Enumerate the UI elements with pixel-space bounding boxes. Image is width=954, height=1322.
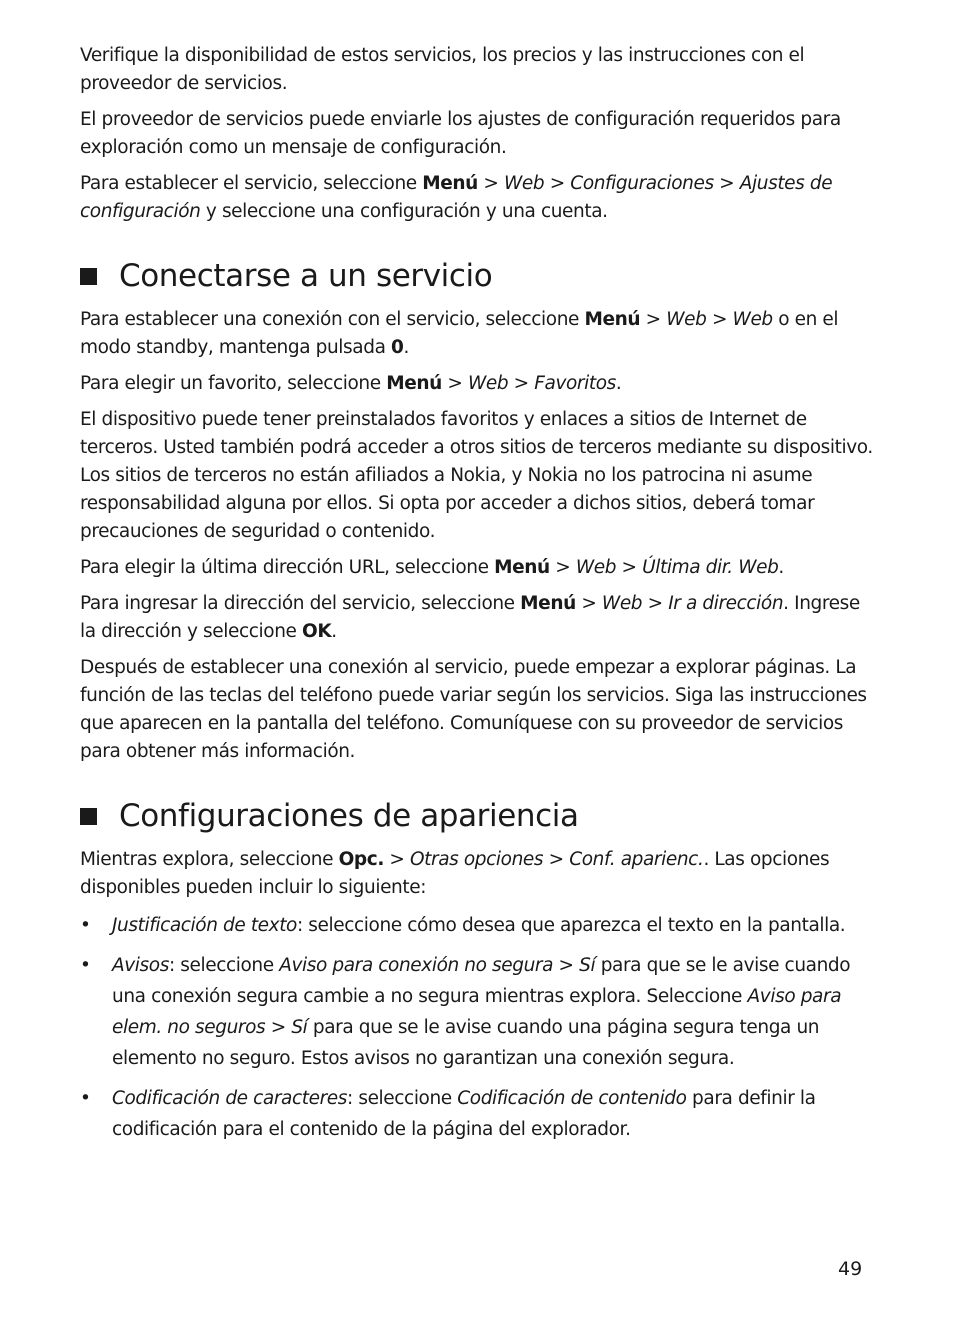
option-term: Sí	[579, 955, 596, 976]
section1-paragraph-2	[80, 370, 880, 398]
text: .	[331, 621, 337, 642]
intro-paragraph-1: Verifique la disponibilidad de estos servicios, los precios y las instrucciones con el proveedor de servicios.	[80, 45, 805, 94]
option-term: Aviso para conexión no segura	[279, 955, 554, 976]
separator: >	[508, 373, 535, 394]
menu-term: Menú	[422, 173, 478, 194]
page-number: 49	[838, 1258, 863, 1280]
square-bullet-icon	[80, 268, 97, 285]
item-term: Avisos	[112, 955, 169, 976]
list-item	[80, 910, 880, 941]
separator: >	[642, 593, 669, 614]
separator: >	[477, 173, 505, 194]
square-bullet-icon	[80, 808, 97, 825]
text: .	[403, 337, 409, 358]
ok-term: OK	[302, 621, 332, 642]
ir-term: Ir a dirección	[668, 593, 784, 614]
separator: >	[575, 593, 602, 614]
text: : seleccione	[168, 955, 280, 976]
opc-term: Opc.	[338, 849, 384, 870]
heading-text: Conectarse a un servicio	[119, 258, 493, 294]
web-term: Web	[601, 593, 643, 614]
text: y seleccione una configuración y una cuenta.	[200, 201, 608, 222]
ultima-term: Última dir. Web	[642, 557, 779, 578]
text: : seleccione	[347, 1088, 458, 1109]
web-term: Web	[666, 309, 707, 330]
section1-paragraph-4	[80, 554, 880, 582]
otras-term: Otras opciones	[410, 849, 544, 870]
web-term: Web	[504, 173, 545, 194]
separator: >	[713, 173, 740, 194]
intro-paragraph-3	[80, 170, 880, 226]
separator: >	[265, 1017, 292, 1038]
text: . Ingrese la dirección y seleccione	[80, 593, 860, 642]
text: Para elegir la última dirección URL, seleccione	[80, 557, 495, 578]
text: .	[778, 557, 784, 578]
list-item	[80, 1083, 880, 1145]
ajustes-term: Ajustes de configuración	[80, 173, 833, 222]
section-heading-apariencia	[80, 796, 880, 836]
section2-paragraph-1	[80, 846, 880, 902]
option-term: Codificación de contenido	[457, 1088, 687, 1109]
menu-term: Menú	[494, 557, 550, 578]
section-heading-conectarse	[80, 256, 880, 296]
menu-term: Menú	[584, 309, 641, 330]
section1-paragraph-5	[80, 590, 880, 646]
text: Mientras explora, seleccione	[80, 849, 339, 870]
separator: >	[553, 955, 580, 976]
item-term: Justificación de texto	[112, 915, 297, 936]
separator: >	[616, 557, 643, 578]
list-item	[80, 950, 880, 1074]
text: Para establecer una conexión con el servicio, seleccione	[80, 309, 585, 330]
item-term: Codificación de caracteres	[112, 1088, 348, 1109]
heading-text: Configuraciones de apariencia	[119, 798, 579, 834]
web-term: Web	[575, 557, 617, 578]
text: . Las opciones disponibles pueden incluir lo siguiente:	[80, 849, 830, 898]
key-term: 0	[390, 337, 404, 358]
conf-term: Conf. aparienc.	[569, 849, 704, 870]
text: para que se le avise cuando una página segura tenga un elemento no seguro. Estos avisos no garantizan una conexión segura.	[112, 1017, 820, 1069]
text: para definir la codificación para el contenido de la página del explorador.	[112, 1088, 816, 1140]
separator: >	[549, 557, 576, 578]
option-term: Aviso para elem. no seguros	[112, 986, 842, 1038]
intro-paragraph-2: El proveedor de servicios puede enviarle los ajustes de configuración requeridos para exploración como un mensaje de configuración.	[80, 109, 841, 158]
separator: >	[441, 373, 468, 394]
section1-paragraph-1	[80, 306, 880, 362]
web-term: Web	[732, 309, 773, 330]
section1-paragraph-6: Después de establecer una conexión al servicio, puede empezar a explorar páginas. La función de las teclas del teléfono puede variar según los servicios. Siga las instrucciones que aparecen en la pantalla del teléfono. Comuníquese con su proveedor de servicios para obtener más información.	[80, 657, 867, 762]
text: Para ingresar la dirección del servicio, seleccione	[80, 593, 521, 614]
separator: >	[543, 849, 570, 870]
bullet-icon: •	[80, 955, 91, 976]
favoritos-term: Favoritos	[534, 373, 616, 394]
text: o en el modo standby, mantenga pulsada	[80, 309, 839, 358]
separator: >	[640, 309, 667, 330]
web-term: Web	[467, 373, 509, 394]
bullet-icon: •	[80, 1088, 91, 1109]
text: .	[615, 373, 622, 394]
document-page	[80, 42, 880, 1154]
menu-term: Menú	[386, 373, 442, 394]
section1-paragraph-3: El dispositivo puede tener preinstalados favoritos y enlaces a sitios de Internet de terceros. Usted también podrá acceder a otros sitios de terceros mediante su dispositivo. Los sitios de terceros no están afiliados a Nokia, y Nokia no los patrocina ni asume responsabilidad alguna por ellos. Si opta por acceder a dichos sitios, deberá tomar precauciones de seguridad o contenido.	[80, 409, 873, 542]
text: : seleccione cómo desea que aparezca el texto en la pantalla.	[296, 915, 846, 936]
options-list	[80, 910, 880, 1145]
text: Para elegir un favorito, seleccione	[80, 373, 387, 394]
bullet-icon: •	[80, 915, 91, 936]
text: para que se le avise cuando una conexión segura cambie a no segura mientras explora. Seleccione	[112, 955, 851, 1007]
option-term: Sí	[291, 1017, 308, 1038]
separator: >	[383, 849, 411, 870]
menu-term: Menú	[520, 593, 576, 614]
text: Para establecer el servicio, seleccione	[80, 173, 423, 194]
separator: >	[706, 309, 733, 330]
config-term: Configuraciones	[570, 173, 714, 194]
separator: >	[544, 173, 571, 194]
